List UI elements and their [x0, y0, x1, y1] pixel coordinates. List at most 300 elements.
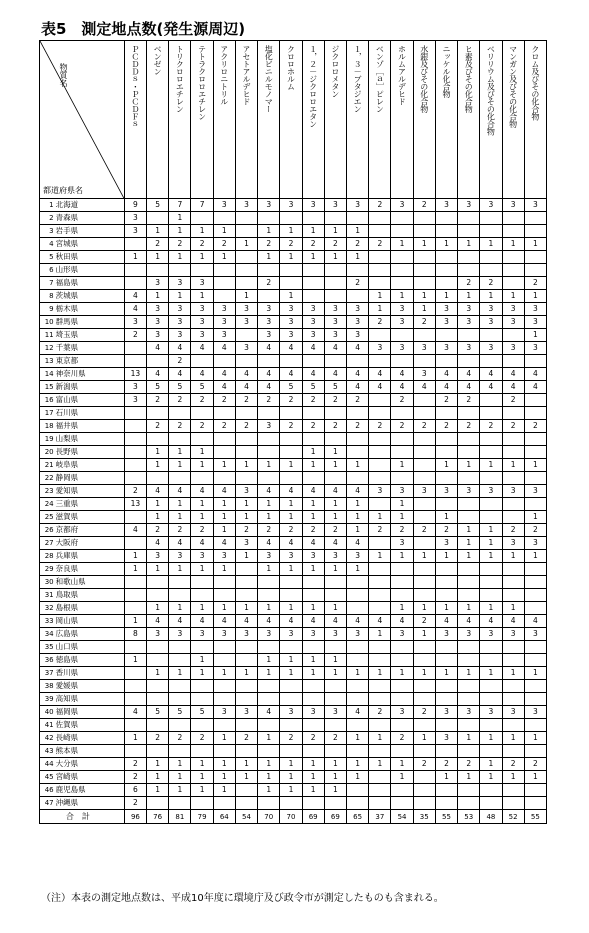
- table-cell: 1: [524, 732, 546, 745]
- table-cell: 3: [480, 316, 502, 329]
- table-cell: [147, 264, 169, 277]
- table-cell: 1: [524, 459, 546, 472]
- table-cell: 1: [502, 238, 524, 251]
- table-cell: 4: [391, 381, 413, 394]
- table-cell: [502, 680, 524, 693]
- table-cell: [324, 433, 346, 446]
- table-cell: 1: [124, 654, 146, 667]
- table-cell: [191, 433, 213, 446]
- table-cell: [124, 589, 146, 602]
- table-cell: [147, 654, 169, 667]
- table-cell: 1: [280, 563, 302, 576]
- table-cell: 4: [258, 342, 280, 355]
- table-row: [40, 771, 547, 784]
- table-cell: [147, 680, 169, 693]
- table-cell: [458, 433, 480, 446]
- table-cell: 2: [369, 238, 391, 251]
- table-cell: 1: [280, 602, 302, 615]
- table-cell: 3: [435, 537, 457, 550]
- table-cell: 2: [235, 420, 257, 433]
- table-cell: 1: [124, 732, 146, 745]
- table-cell: [413, 654, 435, 667]
- table-cell: [235, 576, 257, 589]
- row-number: 32: [40, 602, 55, 615]
- table-cell: [524, 680, 546, 693]
- prefecture-name: 島根県: [55, 602, 125, 615]
- table-cell: [458, 225, 480, 238]
- table-cell: 1: [280, 511, 302, 524]
- table-cell: [147, 433, 169, 446]
- table-cell: 2: [347, 277, 369, 290]
- table-cell: 4: [502, 381, 524, 394]
- table-cell: [458, 693, 480, 706]
- prefecture-name: 長崎県: [55, 732, 125, 745]
- table-cell: 5: [191, 706, 213, 719]
- table-cell: 1: [169, 225, 191, 238]
- table-cell: [502, 563, 524, 576]
- table-cell: 3: [435, 342, 457, 355]
- table-cell: [502, 472, 524, 485]
- table-cell: 1: [213, 758, 235, 771]
- table-cell: [524, 355, 546, 368]
- table-cell: 1: [147, 602, 169, 615]
- table-cell: 4: [502, 368, 524, 381]
- table-cell: [435, 251, 457, 264]
- table-cell: 1: [213, 459, 235, 472]
- table-cell: [124, 745, 146, 758]
- table-cell: [169, 693, 191, 706]
- table-cell: 1: [413, 238, 435, 251]
- row-number: 35: [40, 641, 55, 654]
- table-cell: 4: [302, 615, 324, 628]
- table-cell: [235, 784, 257, 797]
- table-cell: 1: [324, 602, 346, 615]
- table-cell: 4: [213, 485, 235, 498]
- table-cell: [124, 537, 146, 550]
- table-cell: [302, 719, 324, 732]
- table-cell: 4: [124, 524, 146, 537]
- table-cell: [502, 797, 524, 810]
- table-cell: 2: [169, 732, 191, 745]
- table-cell: [480, 589, 502, 602]
- table-cell: [413, 264, 435, 277]
- table-row: [40, 498, 547, 511]
- table-cell: 2: [124, 797, 146, 810]
- prefecture-name: 福井県: [55, 420, 125, 433]
- table-row: [40, 667, 547, 680]
- table-cell: [524, 693, 546, 706]
- table-cell: 2: [502, 524, 524, 537]
- table-cell: 1: [147, 771, 169, 784]
- table-cell: 1: [302, 498, 324, 511]
- table-cell: 1: [302, 511, 324, 524]
- table-cell: [413, 537, 435, 550]
- prefecture-name: 青森県: [55, 212, 125, 225]
- row-number: 41: [40, 719, 55, 732]
- table-cell: 1: [413, 290, 435, 303]
- total-cell: 54: [391, 810, 413, 824]
- prefecture-name: 沖縄県: [55, 797, 125, 810]
- table-cell: [435, 641, 457, 654]
- table-cell: 2: [458, 420, 480, 433]
- table-cell: [369, 355, 391, 368]
- table-cell: [191, 693, 213, 706]
- table-cell: [524, 472, 546, 485]
- table-cell: 1: [391, 550, 413, 563]
- table-cell: 3: [369, 485, 391, 498]
- table-cell: 3: [524, 342, 546, 355]
- table-cell: [124, 407, 146, 420]
- table-cell: [369, 537, 391, 550]
- table-cell: 3: [191, 329, 213, 342]
- table-cell: 2: [302, 524, 324, 537]
- table-row: [40, 615, 547, 628]
- total-cell: 81: [169, 810, 191, 824]
- table-cell: 2: [502, 758, 524, 771]
- table-cell: 4: [191, 615, 213, 628]
- table-cell: [280, 355, 302, 368]
- table-cell: 1: [347, 667, 369, 680]
- table-cell: [302, 576, 324, 589]
- table-cell: 3: [235, 706, 257, 719]
- table-cell: 1: [213, 784, 235, 797]
- table-cell: 3: [169, 628, 191, 641]
- table-cell: 1: [147, 251, 169, 264]
- table-cell: [347, 407, 369, 420]
- table-cell: [413, 771, 435, 784]
- table-cell: [280, 680, 302, 693]
- table-cell: [235, 225, 257, 238]
- table-cell: 1: [124, 615, 146, 628]
- table-cell: 3: [213, 199, 235, 212]
- table-cell: 7: [169, 199, 191, 212]
- table-cell: 3: [391, 706, 413, 719]
- prefecture-name: 愛知県: [55, 485, 125, 498]
- table-cell: 1: [213, 563, 235, 576]
- table-row: [40, 784, 547, 797]
- table-cell: [480, 797, 502, 810]
- table-cell: [347, 693, 369, 706]
- table-cell: [147, 355, 169, 368]
- table-cell: [413, 576, 435, 589]
- table-cell: [258, 355, 280, 368]
- table-cell: 4: [435, 615, 457, 628]
- table-cell: 3: [124, 225, 146, 238]
- column-header: [302, 41, 324, 199]
- table-cell: 1: [480, 238, 502, 251]
- column-header-label: マンガン及びその化合物: [508, 45, 518, 128]
- table-cell: 3: [258, 303, 280, 316]
- prefecture-name: 東京都: [55, 355, 125, 368]
- table-cell: [502, 446, 524, 459]
- table-cell: 4: [258, 537, 280, 550]
- table-cell: [280, 212, 302, 225]
- table-cell: [369, 680, 391, 693]
- table-cell: 2: [435, 524, 457, 537]
- table-cell: 1: [258, 498, 280, 511]
- table-cell: [369, 654, 391, 667]
- row-number: 20: [40, 446, 55, 459]
- table-cell: [369, 576, 391, 589]
- table-cell: [191, 589, 213, 602]
- table-cell: [235, 355, 257, 368]
- prefecture-name: 和歌山県: [55, 576, 125, 589]
- table-cell: 1: [302, 758, 324, 771]
- total-cell: 54: [235, 810, 257, 824]
- table-cell: [413, 719, 435, 732]
- table-cell: [524, 589, 546, 602]
- table-cell: 5: [147, 706, 169, 719]
- table-cell: [213, 212, 235, 225]
- table-cell: [435, 355, 457, 368]
- column-header: [347, 41, 369, 199]
- table-cell: 1: [235, 290, 257, 303]
- table-cell: [213, 277, 235, 290]
- table-cell: [502, 329, 524, 342]
- column-header-label: ニッケル化合物: [441, 45, 451, 98]
- table-cell: 1: [480, 290, 502, 303]
- table-cell: [391, 225, 413, 238]
- table-cell: 4: [147, 615, 169, 628]
- table-cell: [213, 693, 235, 706]
- table-cell: [435, 329, 457, 342]
- table-cell: 1: [258, 251, 280, 264]
- table-row: [40, 264, 547, 277]
- table-cell: [258, 212, 280, 225]
- table-cell: [213, 407, 235, 420]
- table-cell: 3: [124, 316, 146, 329]
- table-cell: [280, 797, 302, 810]
- table-cell: [169, 472, 191, 485]
- table-cell: [169, 641, 191, 654]
- table-cell: 2: [524, 420, 546, 433]
- table-cell: 4: [124, 706, 146, 719]
- table-cell: [413, 589, 435, 602]
- total-cell: 52: [502, 810, 524, 824]
- prefecture-name: 富山県: [55, 394, 125, 407]
- table-cell: 3: [191, 550, 213, 563]
- column-header: [369, 41, 391, 199]
- table-cell: 1: [347, 225, 369, 238]
- table-row: [40, 511, 547, 524]
- column-header-label: ベンゼン: [153, 45, 163, 75]
- table-cell: 3: [169, 329, 191, 342]
- table-cell: 3: [480, 485, 502, 498]
- table-cell: 3: [191, 303, 213, 316]
- table-cell: 2: [347, 420, 369, 433]
- table-cell: 1: [369, 511, 391, 524]
- column-header: [235, 41, 257, 199]
- column-header: [280, 41, 302, 199]
- table-cell: 2: [413, 758, 435, 771]
- table-cell: [480, 745, 502, 758]
- table-cell: 2: [302, 732, 324, 745]
- table-cell: 1: [147, 758, 169, 771]
- table-cell: [235, 433, 257, 446]
- prefecture-name: 福岡県: [55, 706, 125, 719]
- table-cell: 3: [302, 329, 324, 342]
- total-cell: 69: [324, 810, 346, 824]
- table-cell: 2: [147, 238, 169, 251]
- table-cell: [324, 264, 346, 277]
- table-cell: 3: [458, 316, 480, 329]
- table-cell: 4: [324, 368, 346, 381]
- table-cell: 1: [302, 771, 324, 784]
- table-cell: 1: [347, 524, 369, 537]
- table-cell: [124, 433, 146, 446]
- table-row: [40, 524, 547, 537]
- table-cell: [413, 680, 435, 693]
- table-cell: 1: [324, 498, 346, 511]
- table-cell: [502, 641, 524, 654]
- table-cell: 1: [435, 459, 457, 472]
- table-cell: 3: [524, 628, 546, 641]
- table-cell: 3: [369, 342, 391, 355]
- total-cell: 55: [435, 810, 457, 824]
- table-cell: 1: [369, 628, 391, 641]
- column-header-label: アセトアルデヒド: [242, 45, 252, 105]
- table-cell: [524, 433, 546, 446]
- table-cell: 2: [435, 758, 457, 771]
- prefecture-name: 秋田県: [55, 251, 125, 264]
- table-cell: 2: [302, 420, 324, 433]
- table-cell: 1: [391, 290, 413, 303]
- table-cell: [280, 472, 302, 485]
- table-cell: 2: [124, 758, 146, 771]
- table-cell: 2: [391, 524, 413, 537]
- table-cell: 2: [280, 420, 302, 433]
- table-cell: [502, 355, 524, 368]
- table-cell: [280, 745, 302, 758]
- table-cell: [258, 797, 280, 810]
- table-cell: 5: [147, 199, 169, 212]
- table-cell: 1: [324, 251, 346, 264]
- table-cell: 2: [235, 524, 257, 537]
- table-cell: [413, 498, 435, 511]
- table-cell: [435, 576, 457, 589]
- table-cell: [413, 784, 435, 797]
- table-cell: 3: [280, 329, 302, 342]
- table-cell: 4: [347, 368, 369, 381]
- table-cell: 3: [435, 706, 457, 719]
- table-cell: [435, 225, 457, 238]
- table-cell: [147, 641, 169, 654]
- table-cell: 3: [147, 316, 169, 329]
- table-cell: 1: [191, 459, 213, 472]
- table-cell: [258, 290, 280, 303]
- table-cell: [369, 446, 391, 459]
- table-cell: [280, 589, 302, 602]
- table-cell: 4: [524, 381, 546, 394]
- table-cell: [480, 329, 502, 342]
- table-cell: [502, 784, 524, 797]
- table-cell: [524, 264, 546, 277]
- prefecture-name: 神奈川県: [55, 368, 125, 381]
- table-cell: 3: [435, 199, 457, 212]
- table-row: [40, 342, 547, 355]
- prefecture-name: 岩手県: [55, 225, 125, 238]
- table-cell: 3: [147, 303, 169, 316]
- table-cell: 1: [258, 667, 280, 680]
- table-cell: 1: [369, 758, 391, 771]
- row-number: 28: [40, 550, 55, 563]
- table-cell: 3: [258, 329, 280, 342]
- table-cell: 3: [458, 342, 480, 355]
- table-cell: 3: [124, 381, 146, 394]
- table-cell: [391, 251, 413, 264]
- row-number: 38: [40, 680, 55, 693]
- table-cell: 2: [413, 615, 435, 628]
- table-cell: 1: [302, 225, 324, 238]
- table-cell: [324, 277, 346, 290]
- table-cell: 2: [191, 394, 213, 407]
- table-cell: 1: [480, 459, 502, 472]
- table-cell: 1: [124, 251, 146, 264]
- table-cell: 1: [235, 238, 257, 251]
- table-cell: [502, 264, 524, 277]
- table-cell: [524, 225, 546, 238]
- row-number: 46: [40, 784, 55, 797]
- table-cell: [169, 433, 191, 446]
- table-cell: 1: [480, 732, 502, 745]
- table-cell: [391, 407, 413, 420]
- table-row: [40, 225, 547, 238]
- table-cell: 1: [147, 225, 169, 238]
- prefecture-name: 高知県: [55, 693, 125, 706]
- table-cell: 1: [413, 628, 435, 641]
- table-cell: [413, 225, 435, 238]
- table-cell: [213, 446, 235, 459]
- prefecture-name: 兵庫県: [55, 550, 125, 563]
- table-cell: [169, 797, 191, 810]
- table-cell: 1: [280, 225, 302, 238]
- table-cell: [258, 433, 280, 446]
- table-cell: [347, 641, 369, 654]
- table-cell: 3: [169, 550, 191, 563]
- table-cell: 1: [213, 225, 235, 238]
- table-cell: [391, 329, 413, 342]
- table-cell: 1: [191, 654, 213, 667]
- table-cell: 4: [235, 381, 257, 394]
- table-cell: [347, 680, 369, 693]
- table-cell: 2: [124, 771, 146, 784]
- table-cell: 3: [213, 706, 235, 719]
- table-cell: [258, 576, 280, 589]
- table-cell: [191, 407, 213, 420]
- table-cell: 8: [124, 628, 146, 641]
- table-cell: [169, 576, 191, 589]
- table-cell: [213, 719, 235, 732]
- prefecture-name: 三重県: [55, 498, 125, 511]
- table-cell: [280, 693, 302, 706]
- table-cell: [413, 459, 435, 472]
- table-cell: 1: [213, 524, 235, 537]
- table-cell: [480, 498, 502, 511]
- table-cell: 4: [235, 368, 257, 381]
- table-cell: 3: [191, 628, 213, 641]
- table-cell: [524, 394, 546, 407]
- table-cell: [324, 576, 346, 589]
- prefecture-name: 茨城県: [55, 290, 125, 303]
- table-cell: 1: [169, 446, 191, 459]
- table-cell: 4: [147, 537, 169, 550]
- table-cell: [480, 264, 502, 277]
- table-row: [40, 420, 547, 433]
- table-cell: 3: [191, 277, 213, 290]
- table-cell: [324, 472, 346, 485]
- table-cell: 3: [147, 628, 169, 641]
- table-cell: 3: [502, 303, 524, 316]
